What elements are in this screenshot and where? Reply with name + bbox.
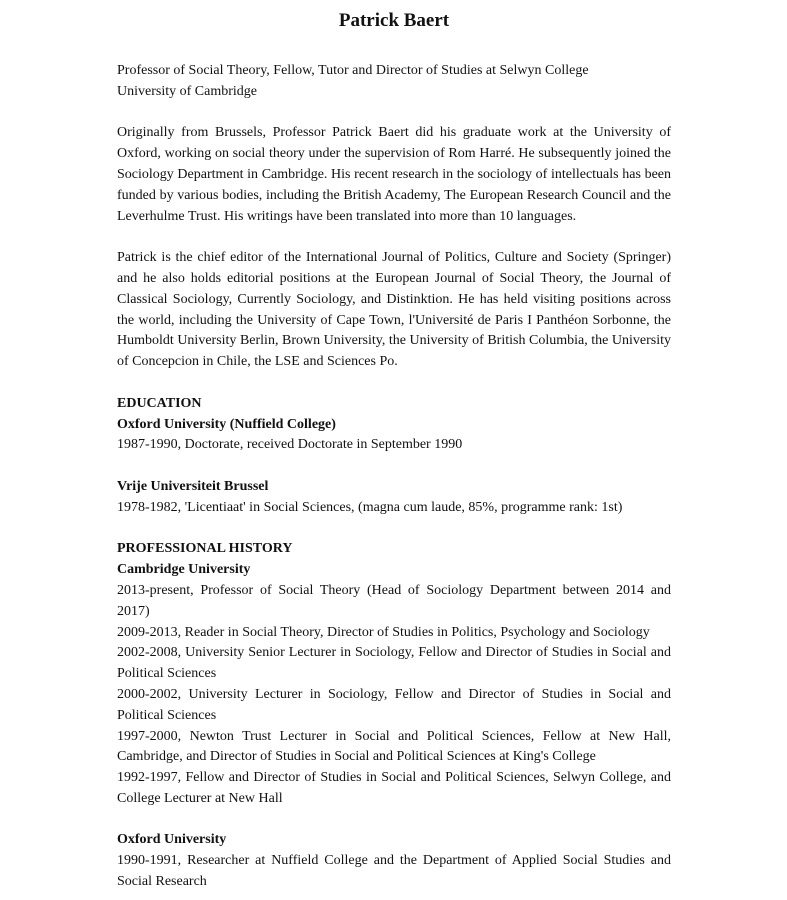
history-entry: 1992-1997, Fellow and Director of Studies in Social and Political Sciences, Selwyn College, and College Lecturer at New Hall xyxy=(117,770,671,806)
education-org-vub: Vrije Universiteit Brussel xyxy=(117,478,269,494)
bio-paragraph-editorial: Patrick is the chief editor of the International Journal of Politics, Culture and Society (Springer) and he also holds editorial positions at the European Journal of Social Theory, the Journal of Classical Sociology, Currently Sociology, and Distinktion. He has held visiting positions across the world, including the University of Cape Town, l'Université de Paris I Panthéon Sorbonne, the Humboldt University Berlin, Brown University, the University of British Columbia, the University of Concepcion in Chile, the LSE and Sciences Po. xyxy=(117,250,671,370)
affiliation xyxy=(117,61,671,103)
education-detail-vub: 1978-1982, 'Licentiaat' in Social Sciences, (magna cum laude, 85%, programme rank: 1st) xyxy=(117,499,623,515)
affiliation-position: Professor of Social Theory, Fellow, Tutor and Director of Studies at Selwyn College xyxy=(117,63,589,78)
professional-history-section xyxy=(117,539,671,893)
history-entry: 2000-2002, University Lecturer in Sociology, Fellow and Director of Studies in Social and Political Sciences xyxy=(117,686,671,723)
bio-paragraph-origins: Originally from Brussels, Professor Patrick Baert did his graduate work at the University of Oxford, working on social theory under the supervision of Rom Harré. He subsequently joined the Sociology Department in Cambridge. His recent research in the sociology of intellectuals has been funded by various bodies, including the British Academy, The European Research Council and the Leverhulme Trust. His writings have been translated into more than 10 languages. xyxy=(117,125,671,224)
education-detail-oxford: 1987-1990, Doctorate, received Doctorate in September 1990 xyxy=(117,437,463,453)
education-heading: EDUCATION xyxy=(117,395,202,411)
history-org-cambridge: Cambridge University xyxy=(117,562,251,578)
history-entry: 2002-2008, University Senior Lecturer in Sociology, Fellow and Director of Studies in Social and Political Sciences xyxy=(117,645,671,682)
history-org-oxford: Oxford University xyxy=(117,832,227,848)
history-entry: 1997-2000, Newton Trust Lecturer in Social and Political Sciences, Fellow at New Hall, Cambridge, and Director of Studies in Social and Political Sciences at King's College xyxy=(117,728,671,765)
history-entry: 1990-1991, Researcher at Nuffield College and the Department of Applied Social Studies and Social Research xyxy=(117,853,671,890)
education-item-vub xyxy=(117,477,671,519)
professional-history-heading: PROFESSIONAL HISTORY xyxy=(117,541,293,557)
affiliation-university: University of Cambridge xyxy=(117,83,257,99)
history-entry: 2013-present, Professor of Social Theory (Head of Sociology Department between 2014 and 2017) xyxy=(117,582,671,619)
history-block-oxford xyxy=(117,830,671,892)
education-section xyxy=(117,394,671,519)
history-entry: 2009-2013, Reader in Social Theory, Director of Studies in Politics, Psychology and Sociology xyxy=(117,624,650,640)
cv-document xyxy=(117,0,671,893)
page-title: Patrick Baert xyxy=(338,10,450,31)
education-org-oxford: Oxford University (Nuffield College) xyxy=(117,416,336,432)
